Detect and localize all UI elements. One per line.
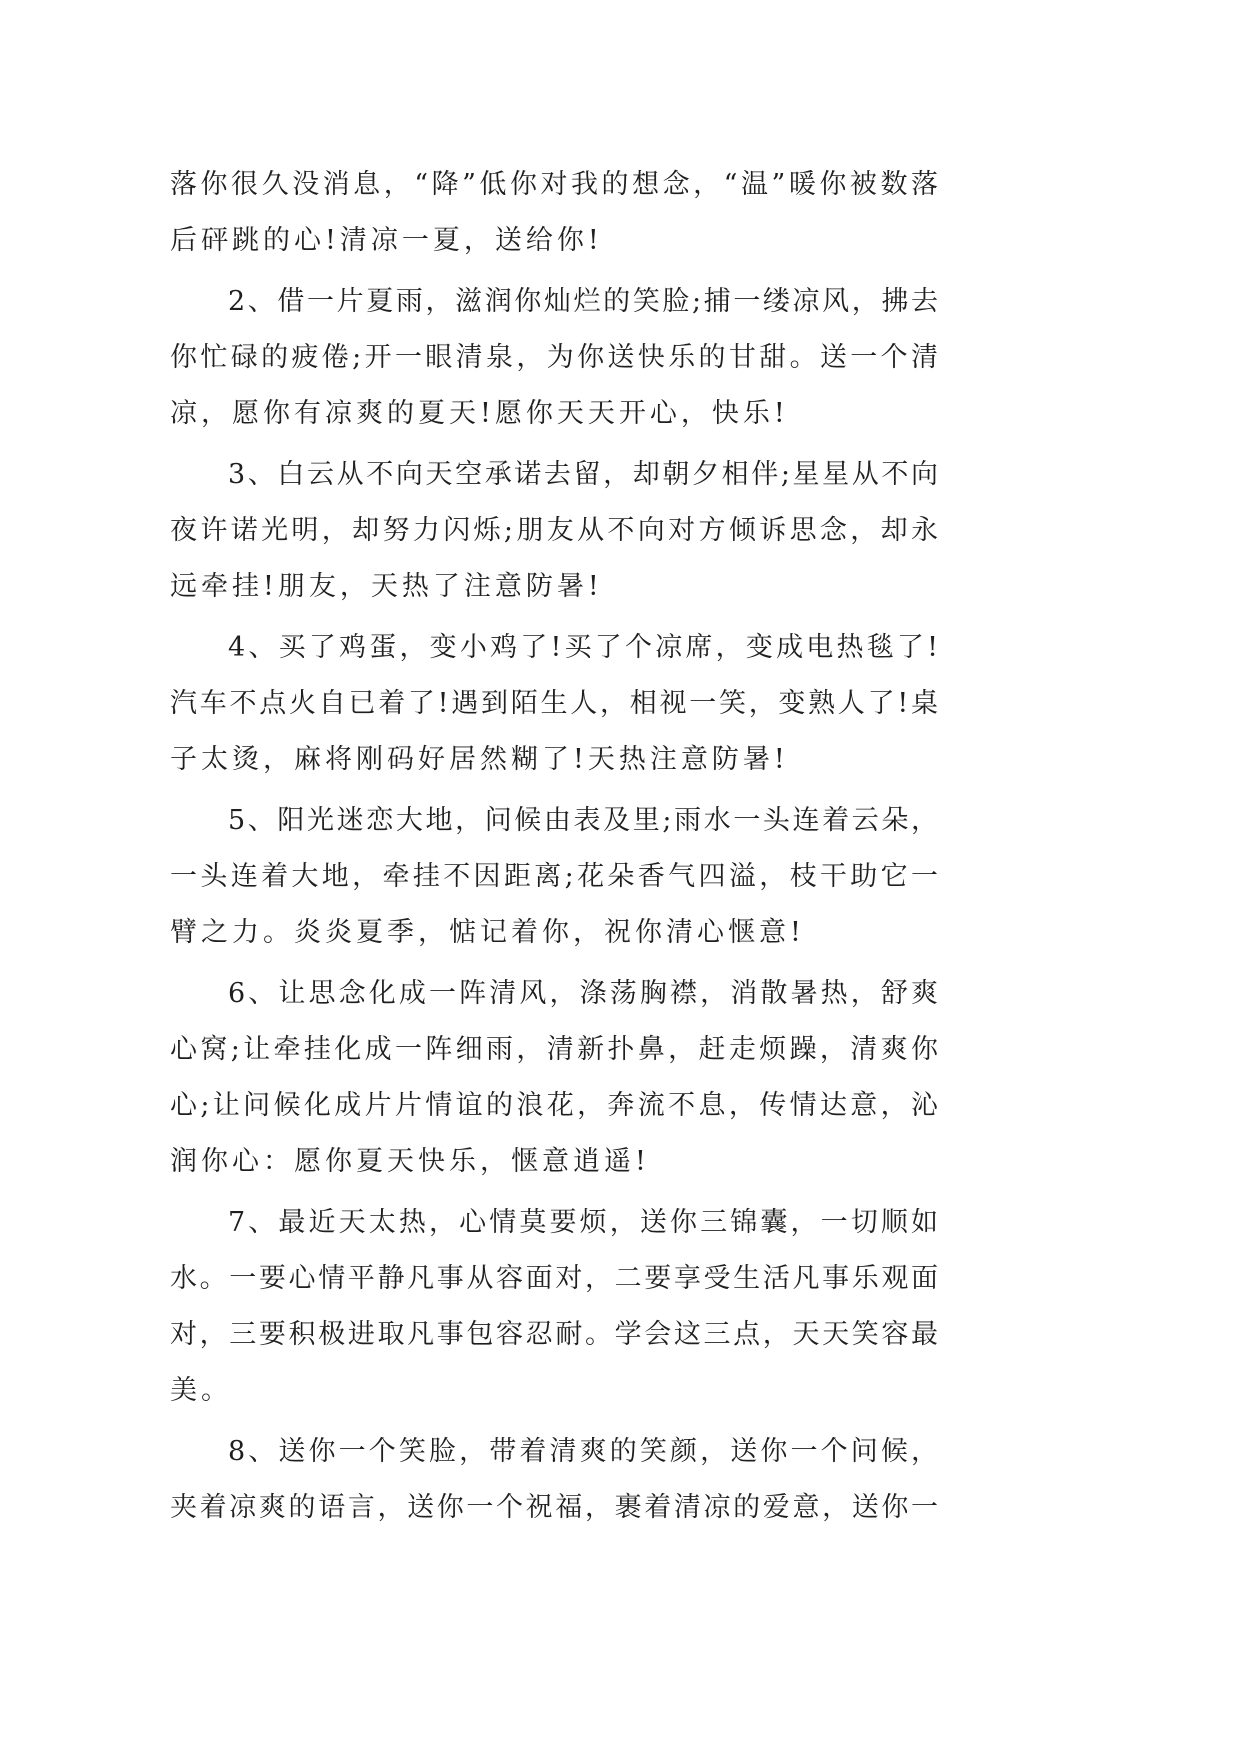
paragraph-line: 5、阳光迷恋大地，问候由表及里;雨水一头连着云朵， [228, 805, 940, 836]
paragraph-item-6 [170, 966, 940, 1190]
paragraph-line: 4、买了鸡蛋，变小鸡了!买了个凉席，变成电热毯了! [228, 632, 940, 663]
paragraph-line: 8、送你一个笑脸，带着清爽的笑颜，送你一个问候， [228, 1436, 940, 1467]
paragraph-line: 你忙碌的疲倦;开一眼清泉，为你送快乐的甘甜。送一个清 [170, 342, 940, 373]
paragraph-line: 水。一要心情平静凡事从容面对，二要享受生活凡事乐观面 [170, 1263, 940, 1294]
paragraph-line: 后砰跳的心!清凉一夏，送给你! [170, 225, 603, 256]
paragraph-line: 子太烫，麻将刚码好居然糊了!天热注意防暑! [170, 744, 789, 775]
paragraph-item-3 [170, 447, 940, 615]
paragraph-item-5 [170, 793, 940, 961]
paragraph-line: 夹着凉爽的语言，送你一个祝福，裹着清凉的爱意，送你一 [170, 1492, 940, 1523]
paragraph-line: 臂之力。炎炎夏季，惦记着你，祝你清心惬意! [170, 917, 805, 948]
paragraph-line: 美。 [170, 1375, 232, 1406]
paragraph-line: 远牵挂!朋友，天热了注意防暑! [170, 571, 603, 602]
paragraph-item-2 [170, 274, 940, 442]
document-body [170, 157, 940, 1536]
paragraph-line: 2、借一片夏雨，滋润你灿烂的笑脸;捕一缕凉风，拂去 [228, 286, 940, 317]
paragraph-continuation [170, 157, 940, 269]
paragraph-line: 心;让问候化成片片情谊的浪花，奔流不息，传情达意，沁 [170, 1090, 940, 1121]
paragraph-item-7 [170, 1195, 940, 1419]
paragraph-line: 3、白云从不向天空承诺去留，却朝夕相伴;星星从不向 [228, 459, 940, 490]
paragraph-line: 落你很久没消息，“降”低你对我的想念，“温”暖你被数落 [170, 169, 940, 200]
paragraph-line: 7、最近天太热，心情莫要烦，送你三锦囊，一切顺如 [228, 1207, 940, 1238]
paragraph-line: 润你心：愿你夏天快乐，惬意逍遥! [170, 1146, 650, 1177]
paragraph-line: 夜许诺光明，却努力闪烁;朋友从不向对方倾诉思念，却永 [170, 515, 940, 546]
paragraph-item-8 [170, 1424, 940, 1536]
paragraph-item-4 [170, 620, 940, 788]
paragraph-line: 心窝;让牵挂化成一阵细雨，清新扑鼻，赶走烦躁，清爽你 [170, 1034, 940, 1065]
paragraph-line: 对，三要积极进取凡事包容忍耐。学会这三点，天天笑容最 [170, 1319, 940, 1350]
paragraph-line: 6、让思念化成一阵清风，涤荡胸襟，消散暑热，舒爽 [228, 978, 940, 1009]
paragraph-line: 汽车不点火自已着了!遇到陌生人，相视一笑，变熟人了!桌 [170, 688, 940, 719]
paragraph-line: 一头连着大地，牵挂不因距离;花朵香气四溢，枝干助它一 [170, 861, 940, 892]
paragraph-line: 凉，愿你有凉爽的夏天!愿你天天开心，快乐! [170, 398, 789, 429]
